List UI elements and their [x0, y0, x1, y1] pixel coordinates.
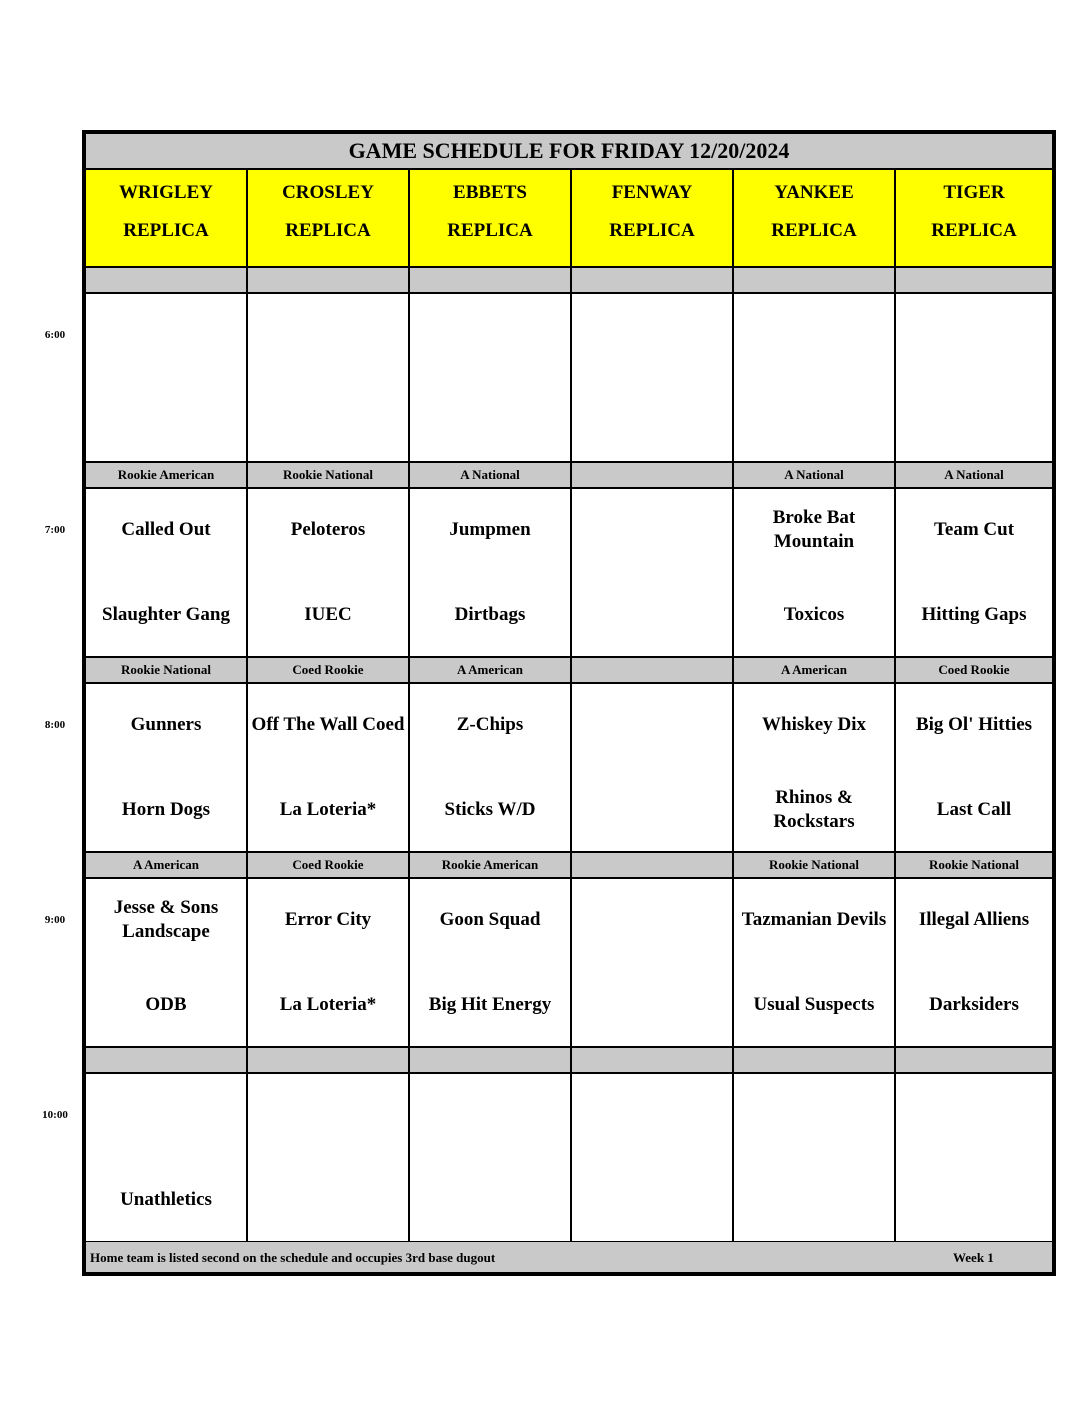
- game-cell: [85, 1073, 247, 1242]
- home-team: Toxicos: [783, 604, 845, 625]
- away-team: Off The Wall Coed: [251, 714, 405, 735]
- field-subtitle: REPLICA: [285, 220, 371, 241]
- time-label: 7:00: [44, 524, 66, 536]
- field-name: FENWAY: [611, 182, 693, 203]
- home-team: Unathletics: [120, 1189, 212, 1210]
- game-cell: [85, 488, 247, 657]
- field-name: WRIGLEY: [119, 182, 213, 203]
- division-label: A National: [895, 462, 1053, 488]
- home-team: Dirtbags: [454, 604, 526, 625]
- schedule-footer: [85, 1241, 1053, 1273]
- division-label: [85, 1047, 247, 1073]
- game-cell: [409, 293, 571, 462]
- away-team: Jumpmen: [449, 519, 531, 540]
- away-team: [86, 1090, 246, 1140]
- home-team: [572, 395, 732, 445]
- division-label: [571, 462, 733, 488]
- game-cell: [85, 293, 247, 462]
- home-team: Hitting Gaps: [921, 604, 1027, 625]
- home-team: [248, 395, 408, 445]
- away-team: [410, 310, 570, 360]
- home-team: Slaughter Gang: [102, 604, 230, 625]
- home-team: Usual Suspects: [753, 994, 875, 1015]
- home-team: ODB: [145, 994, 187, 1015]
- away-team: [572, 505, 732, 555]
- home-team: [248, 1175, 408, 1225]
- home-team: La Loteria*: [279, 994, 377, 1015]
- game-cell: [85, 683, 247, 852]
- division-label: [247, 1047, 409, 1073]
- home-team: [896, 1175, 1052, 1225]
- home-team: [572, 785, 732, 835]
- away-team: Tazmanian Devils: [741, 909, 887, 930]
- field-header-5: [733, 169, 895, 267]
- home-team: Last Call: [936, 799, 1012, 820]
- game-cell: [247, 878, 409, 1047]
- home-team: [572, 590, 732, 640]
- division-label: A American: [409, 657, 571, 683]
- game-cell: [571, 488, 733, 657]
- schedule-table: [82, 130, 1056, 1276]
- home-team: Big Hit Energy: [428, 994, 552, 1015]
- away-team: Z-Chips: [456, 714, 524, 735]
- division-label: Rookie National: [895, 852, 1053, 878]
- game-cell: [733, 293, 895, 462]
- division-label: Coed Rookie: [247, 852, 409, 878]
- field-subtitle: REPLICA: [931, 220, 1017, 241]
- away-team: Illegal Alliens: [918, 909, 1030, 930]
- game-cell: [733, 878, 895, 1047]
- schedule-title: GAME SCHEDULE FOR FRIDAY 12/20/2024: [85, 133, 1053, 169]
- away-team: [248, 1090, 408, 1140]
- division-label: [85, 267, 247, 293]
- home-team: [734, 395, 894, 445]
- division-label: [571, 852, 733, 878]
- game-cell: [571, 683, 733, 852]
- game-cell: [409, 878, 571, 1047]
- away-team: Error City: [284, 909, 372, 930]
- away-team: Called Out: [121, 519, 211, 540]
- division-label: [895, 267, 1053, 293]
- home-team: [734, 1175, 894, 1225]
- division-label: Rookie National: [733, 852, 895, 878]
- game-cell: [895, 683, 1053, 852]
- away-team: [572, 700, 732, 750]
- division-label: A American: [85, 852, 247, 878]
- division-label: [571, 657, 733, 683]
- division-label: Rookie American: [85, 462, 247, 488]
- time-label: 8:00: [44, 719, 66, 731]
- game-cell: [247, 488, 409, 657]
- home-team: Horn Dogs: [121, 799, 211, 820]
- game-cell: [571, 878, 733, 1047]
- division-label: [409, 1047, 571, 1073]
- field-header-2: [247, 169, 409, 267]
- away-team: [248, 310, 408, 360]
- home-team: [896, 395, 1052, 445]
- time-label: 6:00: [44, 329, 66, 341]
- home-team: Rhinos & Rockstars: [773, 787, 855, 832]
- game-cell: [247, 293, 409, 462]
- division-label: [571, 267, 733, 293]
- away-team: Goon Squad: [439, 909, 541, 930]
- division-label: [409, 267, 571, 293]
- field-header-3: [409, 169, 571, 267]
- division-label: Coed Rookie: [895, 657, 1053, 683]
- division-label: Coed Rookie: [247, 657, 409, 683]
- game-cell: [85, 878, 247, 1047]
- home-team: [572, 1175, 732, 1225]
- away-team: [410, 1090, 570, 1140]
- division-label: A American: [733, 657, 895, 683]
- field-subtitle: REPLICA: [123, 220, 209, 241]
- game-cell: [409, 488, 571, 657]
- division-label: [571, 1047, 733, 1073]
- field-subtitle: REPLICA: [447, 220, 533, 241]
- away-team: [896, 1090, 1052, 1140]
- division-label: Rookie National: [85, 657, 247, 683]
- time-label: 10:00: [42, 1109, 68, 1121]
- field-name: EBBETS: [453, 182, 527, 203]
- game-cell: [895, 878, 1053, 1047]
- week-label: Week 1: [953, 1250, 994, 1265]
- game-cell: [895, 293, 1053, 462]
- away-team: Broke Bat Mountain: [772, 507, 856, 552]
- home-team: [410, 1175, 570, 1225]
- division-label: Rookie American: [409, 852, 571, 878]
- away-team: [572, 1090, 732, 1140]
- game-cell: [733, 488, 895, 657]
- away-team: Gunners: [130, 714, 202, 735]
- home-team: Darksiders: [929, 994, 1019, 1015]
- footer-note: Home team is listed second on the schedule and occupies 3rd base dugout: [90, 1250, 496, 1265]
- field-header-1: [85, 169, 247, 267]
- division-label: [733, 267, 895, 293]
- home-team: [572, 980, 732, 1030]
- away-team: [896, 310, 1052, 360]
- field-subtitle: REPLICA: [771, 220, 857, 241]
- away-team: Big Ol' Hitties: [915, 714, 1033, 735]
- home-team: Sticks W/D: [444, 799, 536, 820]
- division-label: [247, 267, 409, 293]
- away-team: Jesse & Sons Landscape: [113, 897, 219, 942]
- division-label: A National: [733, 462, 895, 488]
- field-subtitle: REPLICA: [609, 220, 695, 241]
- game-cell: [247, 1073, 409, 1242]
- away-team: Peloteros: [290, 519, 366, 540]
- home-team: [410, 395, 570, 445]
- away-team: [734, 1090, 894, 1140]
- away-team: [86, 310, 246, 360]
- game-cell: [409, 683, 571, 852]
- home-team: La Loteria*: [279, 799, 377, 820]
- field-name: YANKEE: [774, 182, 854, 203]
- away-team: [572, 310, 732, 360]
- field-name: CROSLEY: [282, 182, 374, 203]
- field-name: TIGER: [943, 182, 1005, 203]
- home-team: IUEC: [304, 604, 352, 625]
- game-cell: [733, 683, 895, 852]
- game-cell: [409, 1073, 571, 1242]
- away-team: Whiskey Dix: [762, 714, 866, 735]
- time-label: 9:00: [44, 914, 66, 926]
- division-label: Rookie National: [247, 462, 409, 488]
- game-cell: [733, 1073, 895, 1242]
- game-cell: [895, 488, 1053, 657]
- field-header-6: [895, 169, 1053, 267]
- away-team: Team Cut: [933, 519, 1015, 540]
- division-label: A National: [409, 462, 571, 488]
- home-team: [86, 395, 246, 445]
- game-cell: [247, 683, 409, 852]
- field-header-4: [571, 169, 733, 267]
- game-cell: [571, 293, 733, 462]
- away-team: [734, 310, 894, 360]
- game-cell: [571, 1073, 733, 1242]
- division-label: [733, 1047, 895, 1073]
- away-team: [572, 895, 732, 945]
- game-cell: [895, 1073, 1053, 1242]
- division-label: [895, 1047, 1053, 1073]
